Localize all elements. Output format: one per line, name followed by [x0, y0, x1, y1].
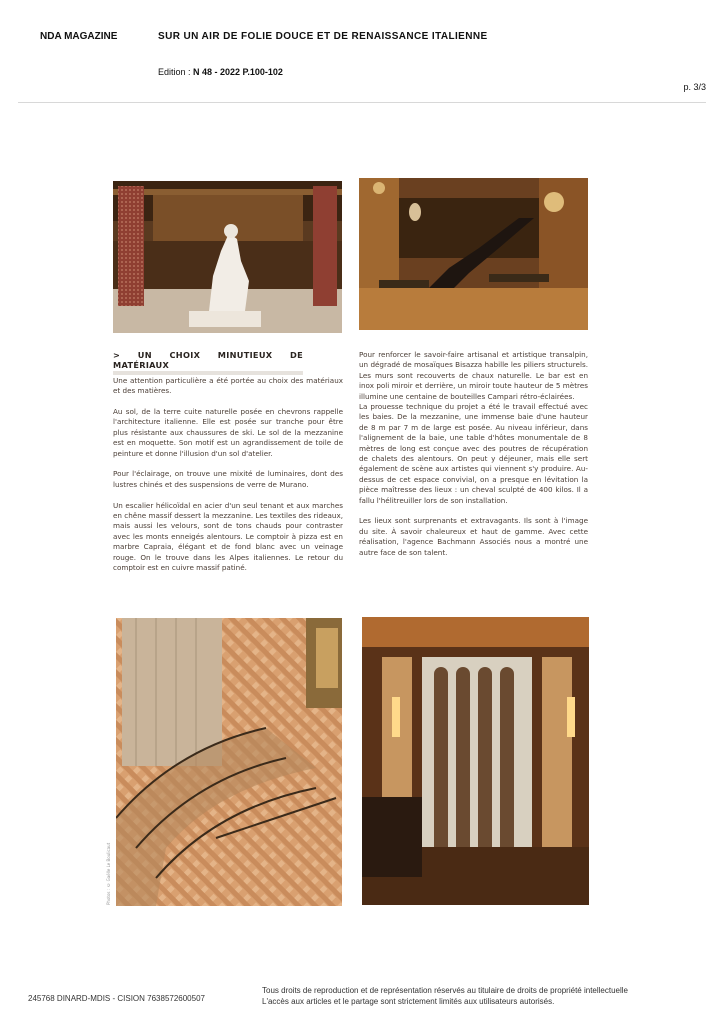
right-paragraph-1: Pour renforcer le savoir-faire artisanal et artistique transalpin, un dégradé de mosaïques Bisazza habille les piliers structurels. Les murs sont recouverts de chaux naturelle. Le bar est en inox poli miroir et derrière, un miroir toute hauteur de 5 mètres illumine une centaine de bouteilles Campari rétro-éclairées.: [359, 350, 588, 401]
article-left-column: [113, 350, 343, 584]
left-paragraph-2: Au sol, de la terre cuite naturelle posée en chevrons rappelle l'architecture italienne. Elle est posée sur tranche pour être plus résistante aux chaussures de ski. Le sol de la mezzanine est en moquette. Son motif est un agrandissement de toile de peinture et donne l'illusion d'un sol d'atelier.: [113, 407, 343, 458]
photo-statue-hall: [113, 181, 342, 333]
footer-copyright: [262, 985, 628, 1007]
edition-value: N 48 - 2022 P.100-102: [193, 67, 283, 77]
footer-copyright-line-2: L'accès aux articles et le partage sont strictement limités aux utilisateurs autorisés.: [262, 997, 555, 1006]
photo-staircase-bar: [359, 178, 588, 330]
footer-reference: 245768 DINARD-MDIS - CISION 7638572600507: [28, 994, 205, 1003]
edition-label: Edition :: [158, 67, 194, 77]
header-divider: [18, 102, 706, 103]
photo-columns-lamps: [362, 617, 589, 905]
page-number: p. 3/3: [683, 82, 706, 92]
article-right-column: [359, 350, 588, 569]
photo-credit: Photos : © Gaëlle Le Boulicaut: [106, 842, 111, 905]
right-paragraph-2: La prouesse technique du projet a été le travail effectué avec les baies. De la mezzanine, une immense baie d'une hauteur de 8 m par 7 m de large est posée. Au niveau inférieur, dans l'alignement de la baie, une table d'hôtes monumentale de 8 mètres de long est conçue avec des poutres de récupération de chalets des alentours. On peut y déjeuner, mais elle sert également de scène aux artistes qui viennent s'y produire. Au-dessus de cet espace convivial, on a presque en lévitation la pièce maîtresse des lieux : un cheval sculpté de 400 kilos. Il a fallu l'hélitreuiller lors de son installation.: [359, 402, 588, 505]
publication-name: NDA MAGAZINE: [40, 31, 118, 42]
left-paragraph-3: Pour l'éclairage, on trouve une mixité de luminaires, dont des lustres chinés et des suspensions de verre de Murano.: [113, 469, 343, 489]
article-title: SUR UN AIR DE FOLIE DOUCE ET DE RENAISSANCE ITALIENNE: [158, 31, 488, 42]
footer-copyright-line-1: Tous droits de reproduction et de représentation réservés au titulaire de droits de propriété intellectuelle: [262, 986, 628, 995]
edition-info: [158, 67, 283, 77]
right-paragraph-3: Les lieux sont surprenants et extravagants. Ils sont à l'image du site. À savoir chaleureux et haut de gamme. Avec cette réalisation, l'agence Bachmann Associés nous a montré une autre face de son talent.: [359, 516, 588, 557]
left-paragraph-1: Une attention particulière a été portée au choix des matériaux et des matières.: [113, 375, 343, 396]
left-paragraph-4: Un escalier hélicoïdal en acier d'un seul tenant et aux marches en chêne massif dessert la mezzanine. Les textiles des rideaux, mais aussi les velours, sont de tons chauds pour contraster avec les monts enneigés alentours. Le comptoir à pizza est en marbre Capraia, élégant et de fond blanc avec un veinage rouge. On le trouve dans les Alpes italiennes. Le retour du comptoir est en cuivre massif patiné.: [113, 500, 343, 573]
photo-herringbone-floor: [116, 618, 342, 906]
article-subheading: > UN CHOIX MINUTIEUX DE MATÉRIAUX: [113, 350, 303, 375]
